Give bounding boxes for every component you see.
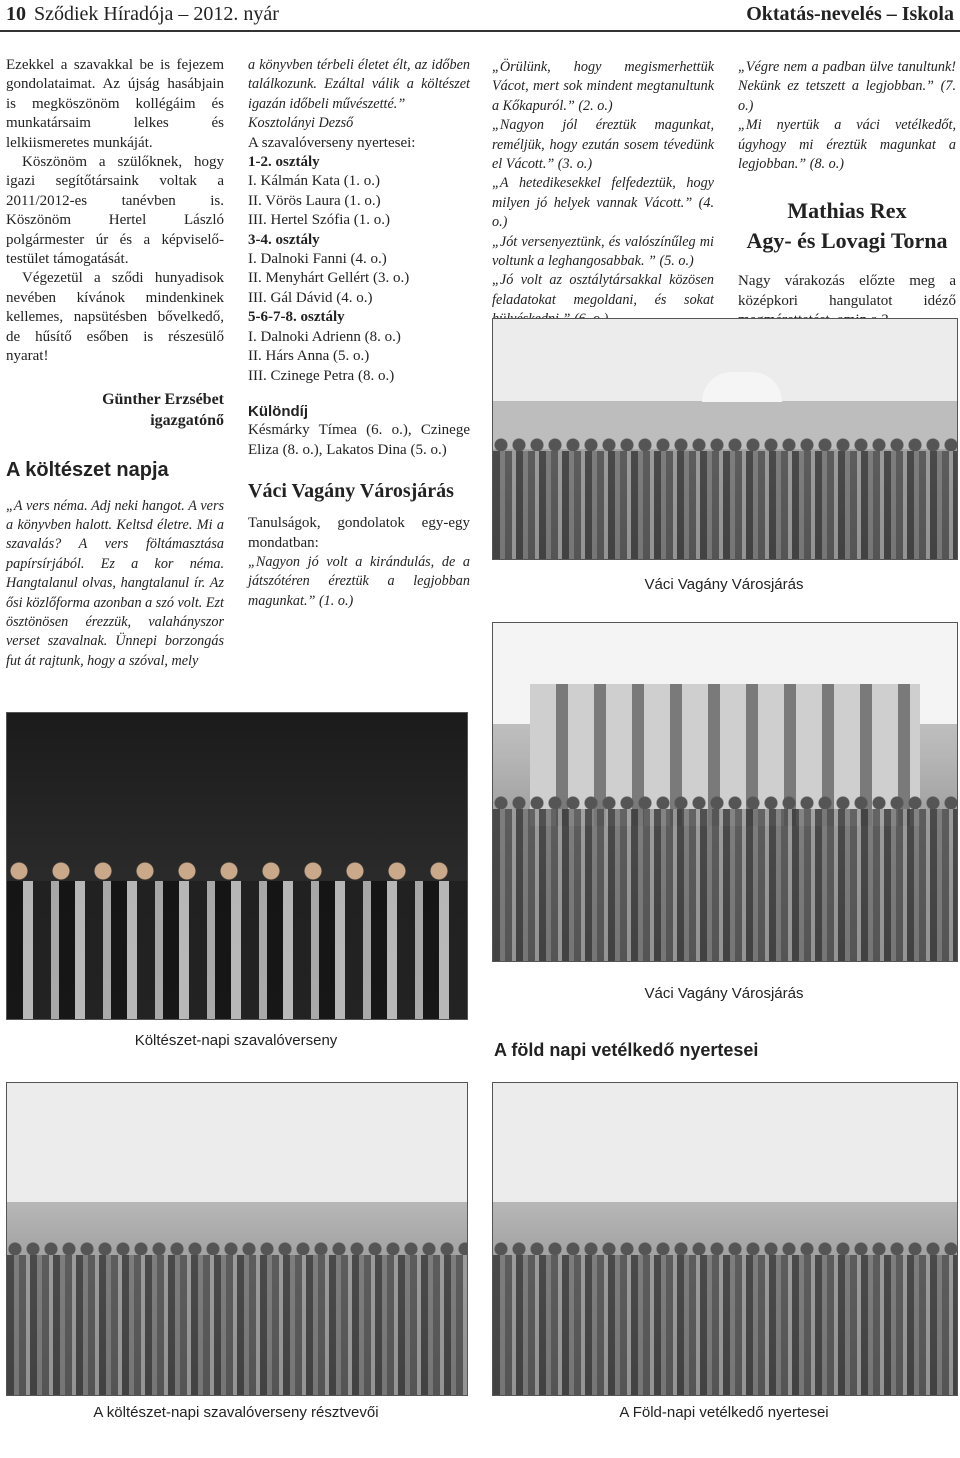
group-title: 1-2. osztály — [248, 154, 320, 171]
group-title: 3-4. osztály — [248, 231, 320, 248]
article-heading: A föld napi vetélkedő nyertesei — [494, 1040, 759, 1060]
photo-caption: Váci Vagány Városjárás — [644, 576, 804, 593]
student-quote: „Végre nem a padban ülve tanultunk! Nekünk ez tetszett a legjobban.” (7. o.) — [738, 59, 956, 114]
article-heading: Váci Vagány Városjárás — [248, 480, 454, 503]
column-2 — [248, 56, 470, 611]
winner-item: II. Vörös Laura (1. o.) — [248, 192, 381, 209]
poem-quote: „A vers néma. Adj neki hangot. A vers a könyvben halott. Keltsd életre. Mi a szavalás? A vers föltámasztása papírsírjából. Ez a kor néma. Hangtalanul olvas, hangtalanul ír. Az ősi közlőforma azonban a szó volt. Ezt ösztönösen érezzük, valahányszor verset szavalnak. Ünnepi borzongás fut át rajtunk, hogy a szóval, mely — [6, 497, 224, 669]
page-number: 10 — [6, 3, 26, 25]
photo-earthday-winners — [492, 1082, 958, 1396]
article-intro: Tanulságok, gondolatok egy-egy mondatban: — [248, 515, 470, 551]
special-prize-title: Különdíj — [248, 402, 308, 420]
student-quote: „Nagyon jól éreztük magunkat, reméljük, hogy ezután sosem tévedünk el Vácott.” (3. o.) — [492, 117, 714, 173]
photo-caption: Váci Vagány Városjárás — [644, 985, 804, 1002]
article-intro: Nagy várakozás előzte meg a középkori hangulatot idéző — [738, 273, 956, 309]
page-header — [0, 0, 960, 32]
winner-item: I. Kálmán Kata (1. o.) — [248, 173, 381, 190]
student-quote: „Jót versenyeztünk, és valószínűleg mi voltunk a leghangosabbak. ” (5. o.) — [492, 233, 714, 270]
column-1 — [6, 56, 224, 671]
article-heading-line2: Agy- és Lovagi Torna — [746, 228, 948, 254]
column-4 — [738, 58, 956, 331]
article-heading-line1: Mathias Rex — [787, 198, 907, 224]
photo-town-hall — [492, 622, 958, 962]
header-left — [6, 3, 279, 26]
student-quote: „A hetedikesekkel felfedeztük, hogy milyen jó helyek vannak Vácott.” (4. o.) — [492, 175, 714, 231]
winner-item: I. Dalnoki Adrienn (8. o.) — [248, 328, 401, 345]
section-title: Oktatás-nevelés – Iskola — [746, 3, 954, 25]
photo-caption: A költészet-napi szavalóverseny résztvevői — [93, 1404, 379, 1421]
signature-name: Günther Erzsébet — [102, 390, 224, 408]
student-quote: „Mi nyertük a váci vetélkedőt, úgyhogy mi éreztük magunkat a legjobban.” (8. o.) — [738, 117, 956, 173]
publication-title: Sződiek Híradója – 2012. nyár — [34, 3, 279, 25]
poem-author: Kosztolányi Dezső — [248, 115, 354, 132]
paragraph: Végezetül a sződi hunyadisok nevében kívánok mindenkinek kellemes, napsütésben bővelkedő, de hűsítő esőben is részesülő nyarat! — [6, 270, 224, 365]
signature-title: igazgatónő — [150, 411, 224, 429]
paragraph: Köszönöm a szülőknek, hogy igazi segítőtársaink voltak a 2011/2012-es tanévben is. Köszönöm Hertel László polgármester úr és a képviselő-testület támogatását. — [6, 154, 224, 268]
special-prize-text: Késmárky Tímea (6. o.), Czinege Eliza (8. o.), Lakatos Dina (5. o.) — [248, 422, 470, 458]
student-quote: „Jó volt az osztálytársakkal közösen feladatokat megoldani, és sokat — [492, 272, 714, 308]
winner-item: II. Menyhárt Gellért (3. o.) — [248, 270, 410, 287]
winner-item: III. Czinege Petra (8. o.) — [248, 367, 395, 384]
winners-intro: A szavalóverseny nyertesei: — [248, 134, 416, 151]
student-quote: „Örülünk, hogy megismerhettük Vácot, mert sok mindent megtanultunk a Kőkapuról.” (2. o.) — [492, 59, 714, 114]
winner-item: III. Hertel Szófia (1. o.) — [248, 212, 391, 229]
column-3 — [492, 58, 714, 330]
photo-caption: A Föld-napi vetélkedő nyertesei — [619, 1404, 829, 1421]
photo-stage — [6, 712, 468, 1020]
photo-kids-group — [6, 1082, 468, 1396]
poem-quote-continued: a könyvben térbeli életet élt, az időben találkozunk. Ezáltal válik a költészet igazán időbeli művészetté.” — [248, 57, 470, 112]
winner-item: III. Gál Dávid (4. o.) — [248, 289, 373, 306]
article-heading: A költészet napja — [6, 458, 169, 481]
winner-item: I. Dalnoki Fanni (4. o.) — [248, 251, 387, 268]
photo-caption: Költészet-napi szavalóverseny — [134, 1032, 338, 1049]
paragraph: Ezekkel a szavakkal be is fejezem gondolataimat. Az újság hasábjain is megköszönöm kollégáim és munkatársaim lelkes és lelkiismeretes munkáját. — [6, 57, 224, 151]
winner-item: II. Hárs Anna (5. o.) — [248, 348, 370, 365]
group-title: 5-6-7-8. osztály — [248, 309, 345, 326]
student-quote: „Nagyon jó volt a kirándulás, de a játszótéren éreztük a legjobban magunkat.” (1. o.) — [248, 553, 470, 609]
photo-lake-group — [492, 318, 958, 560]
